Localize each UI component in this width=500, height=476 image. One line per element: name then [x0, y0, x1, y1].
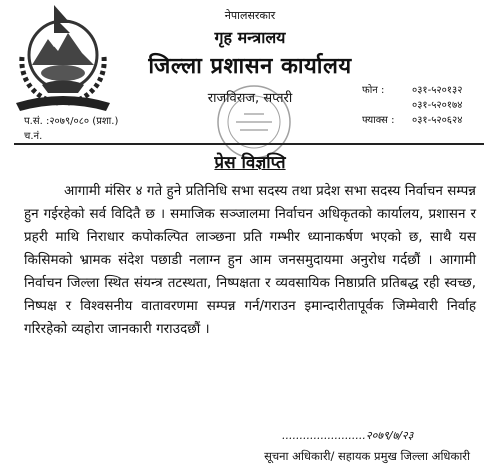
- notice-title: प्रेस विज्ञप्ति: [214, 153, 286, 173]
- office-name: जिल्ला प्रशासन कार्यालय: [148, 54, 352, 79]
- phone-line-1: [362, 82, 462, 96]
- notice-body: आगामी मंसिर ४ गते हुने प्रतिनिधि सभा सदस्य तथा प्रदेश सभा सदस्य निर्वाचन सम्पन्न हुन गईरहेको सर्व विदितै छ । समाजिक सञ्जालमा निर्वाचन अधिकृतको कार्यालय, प्रशासन र प्रहरी माथि निराधार कपोकल्पित लाञ्छना प्रति गम्भीर ध्यानाकर्षण भएको छ, साथै यस किसिमको भ्रामक संदेश पछाडी नलाग्न हुन आम जनसमुदायमा अनुरोध गर्दछौं । आगामी निर्वाचन जिल्ला स्थित संयन्त्र तटस्थता, निष्पक्षता र व्यवसायिक निष्ठाप्रति प्रतिबद्ध रही स्वच्छ, निष्पक्ष र विश्वसनीय वातावरणमा सम्पन्न गर्न/गराउन इमान्दारीतापूर्वक जिम्मेवारी निर्वाह गरिरहेको व्यहोरा जानकारी गराउदछौं ।: [24, 183, 476, 337]
- contact-value: ०३१-५२०१३२: [412, 85, 463, 96]
- signature-date: ........................२०७९/७/२३: [282, 429, 414, 442]
- letter-number: प.सं. :२०७९/०८० (प्रशा.): [24, 116, 119, 127]
- ministry-name: गृह मन्त्रालय: [214, 28, 286, 47]
- contact-label: फोन :: [362, 85, 385, 96]
- contact-label: फ्याक्स :: [362, 115, 395, 126]
- signatory-title: सूचना अधिकारी/ सहायक प्रमुख जिल्ला अधिकारी: [264, 449, 470, 463]
- contact-value: ०३१-५२०६२४: [412, 115, 463, 126]
- contact-value: ०३१-५२०१७४: [412, 100, 463, 111]
- phone-line-2: [362, 97, 462, 111]
- fax-line: [362, 112, 462, 126]
- header-divider: [14, 143, 484, 145]
- government-line: नेपालसरकार: [224, 9, 276, 22]
- dispatch-number: च.नं.: [24, 131, 43, 142]
- district-address: राजविराज, सप्तरी: [207, 91, 293, 106]
